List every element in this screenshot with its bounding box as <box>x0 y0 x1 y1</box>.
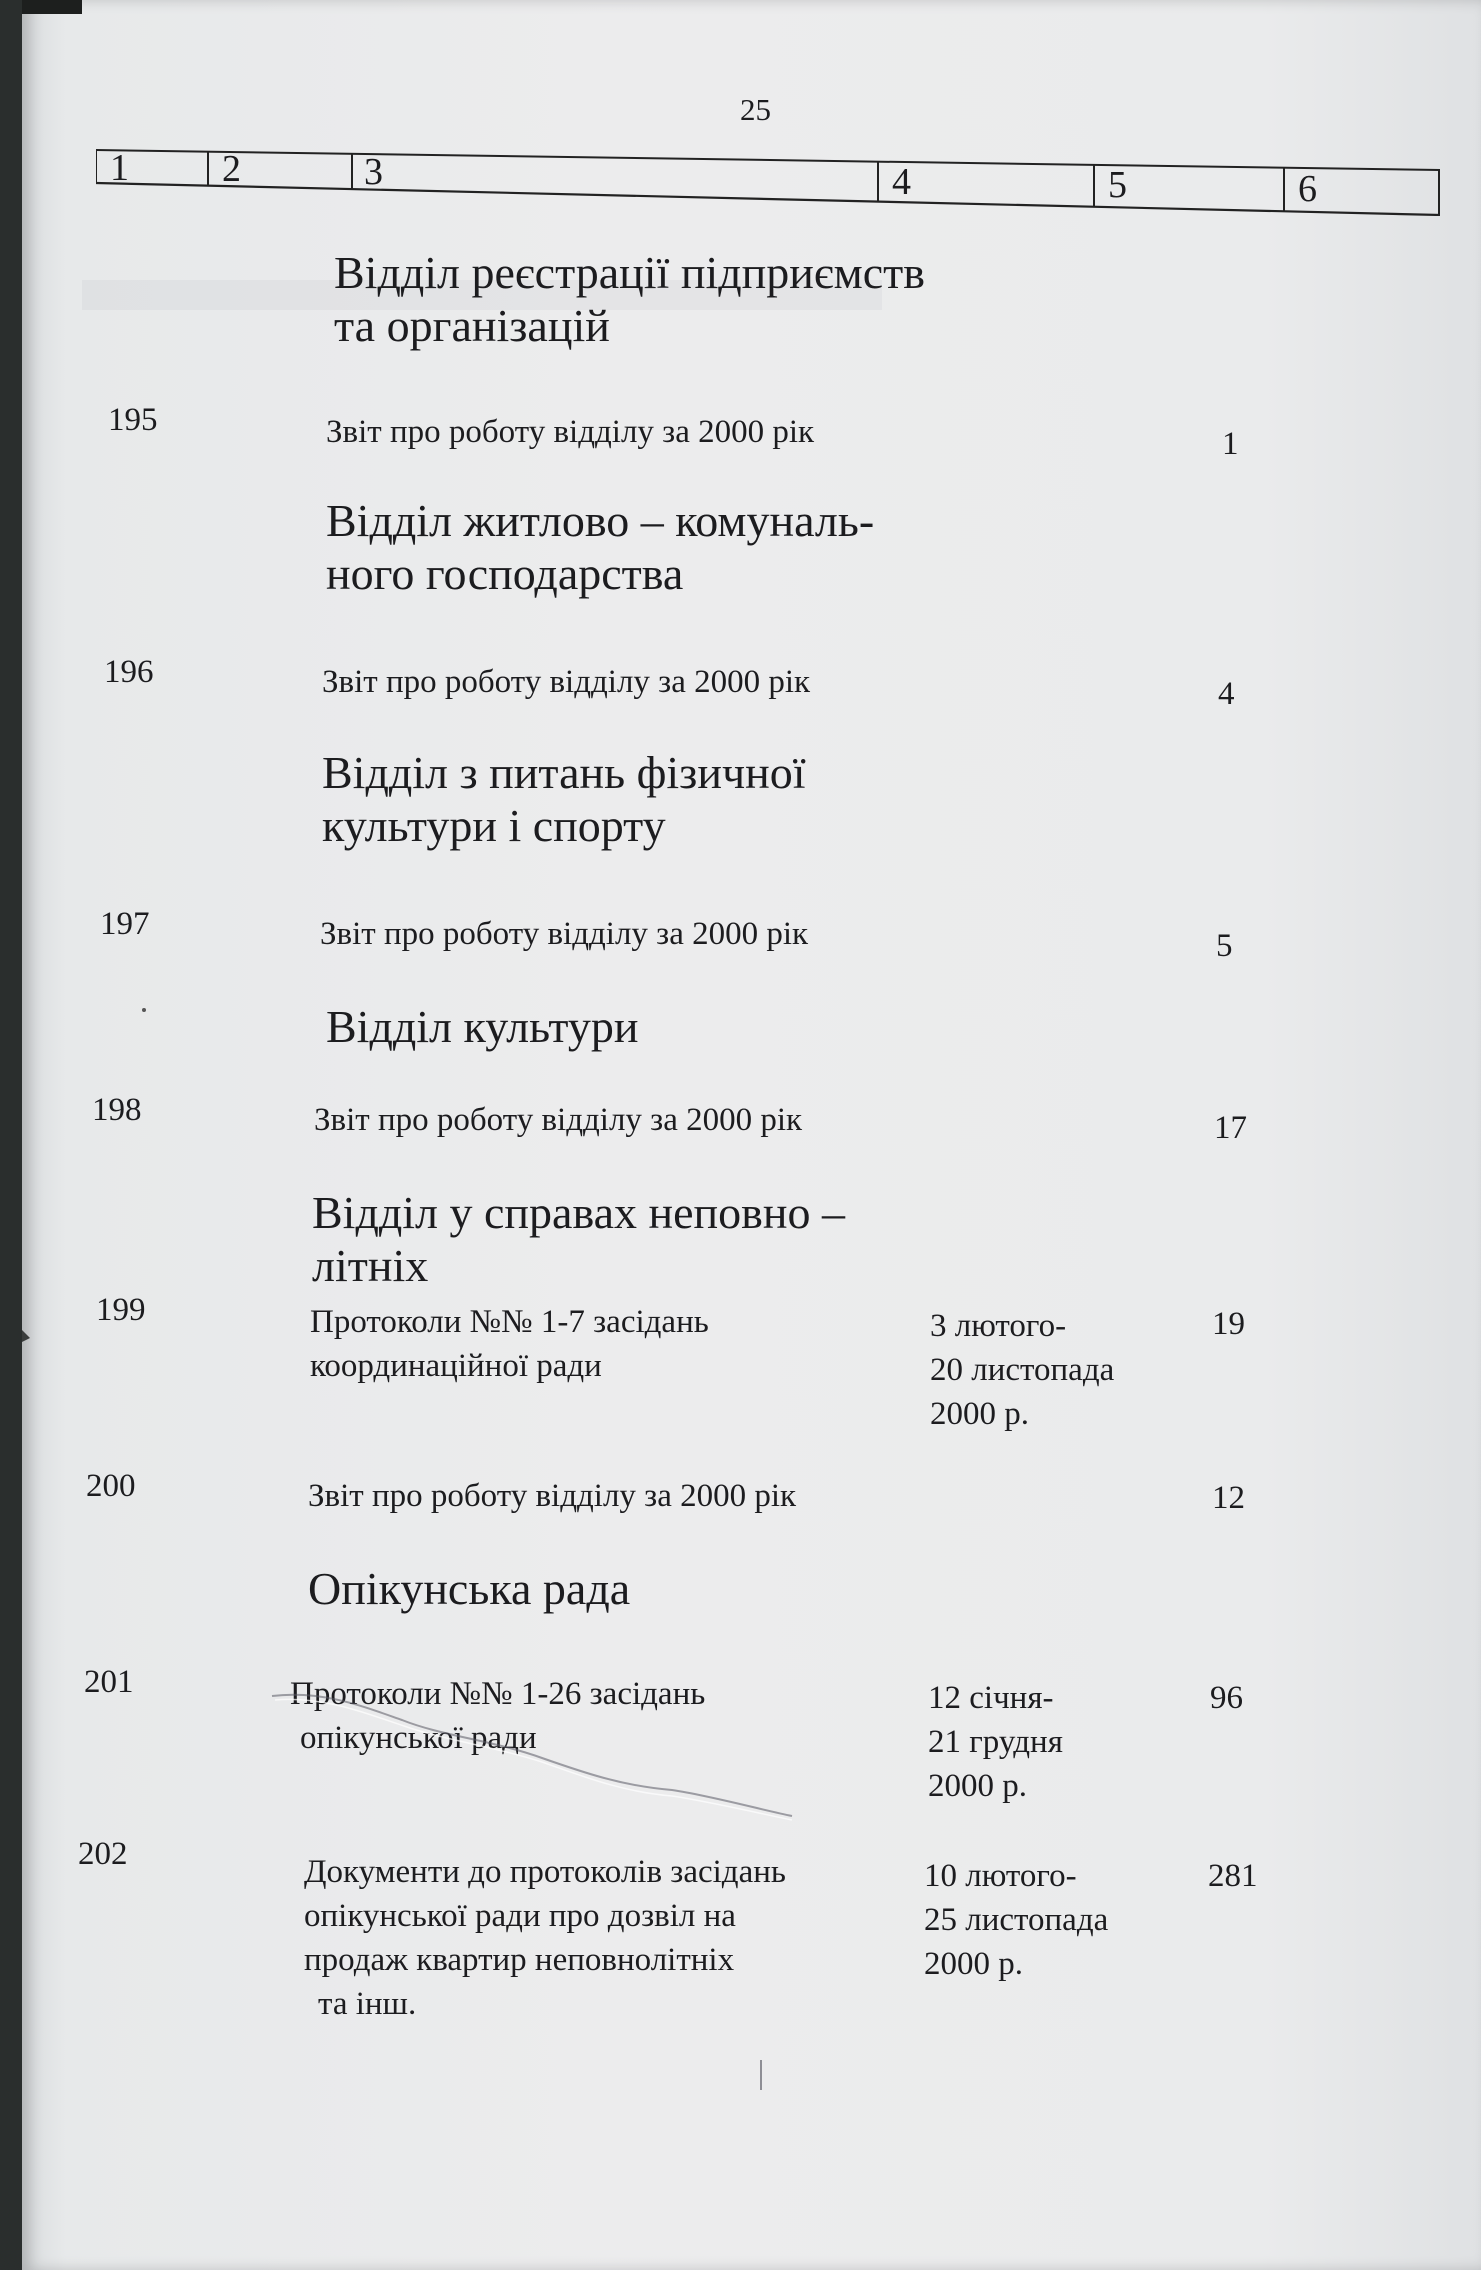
entry-page-count: 17 <box>1214 1110 1247 1146</box>
entry-page-count: 5 <box>1216 928 1233 964</box>
page-number: 25 <box>740 92 771 127</box>
entry-page-count: 1 <box>1222 426 1239 462</box>
header-col-2: 2 <box>222 148 241 190</box>
description-line: опікунської ради <box>300 1720 537 1756</box>
entry-number: 201 <box>84 1664 134 1700</box>
header-col-1: 1 <box>110 147 129 189</box>
column-header-row <box>96 146 1440 216</box>
section-title-line: ного господарства <box>326 548 684 599</box>
date-line: 2000 р. <box>924 1946 1023 1982</box>
description-line: Звіт про роботу відділу за 2000 рік <box>326 414 815 450</box>
section-title-line: Відділ реєстрації підприємств <box>334 247 925 298</box>
entry-number: 198 <box>92 1092 142 1128</box>
entry-page-count: 19 <box>1212 1306 1245 1342</box>
entry-description <box>322 660 810 704</box>
date-line: 25 листопада <box>924 1902 1109 1938</box>
date-line: 3 лютого- <box>930 1308 1067 1344</box>
section-title-line: Опікунська рада <box>308 1563 631 1614</box>
date-line: 12 січня- <box>928 1680 1054 1716</box>
section-title <box>308 1562 630 1615</box>
section-title-line: культури і спорту <box>322 800 666 851</box>
description-line: Звіт про роботу відділу за 2000 рік <box>322 664 811 700</box>
section-title-line: та організацій <box>334 300 610 351</box>
section-title <box>326 1000 638 1053</box>
entry-description <box>326 410 814 454</box>
document-page <box>22 0 1481 2270</box>
section-title <box>312 1186 845 1292</box>
description-line: координаційної ради <box>310 1348 602 1384</box>
entry-description <box>320 912 808 956</box>
entry-description <box>314 1098 802 1142</box>
header-col-5: 5 <box>1108 164 1127 206</box>
description-line: продаж квартир неповнолітніх <box>304 1942 735 1978</box>
entry-page-count: 281 <box>1208 1858 1258 1894</box>
entry-description <box>304 1850 786 2026</box>
description-line: опікунської ради про дозвіл на <box>304 1898 736 1934</box>
section-title <box>322 746 806 852</box>
date-line: 2000 р. <box>928 1768 1027 1804</box>
section-title-line: літніх <box>312 1240 429 1291</box>
entry-number: 196 <box>104 654 154 690</box>
header-col-3: 3 <box>364 151 383 193</box>
header-grid-lines <box>96 146 1440 216</box>
description-line: та інш. <box>318 1986 417 2022</box>
description-line: Протоколи №№ 1-7 засідань <box>310 1304 709 1340</box>
date-line: 10 лютого- <box>924 1858 1077 1894</box>
section-title-line: Відділ житлово – комуналь- <box>326 495 875 546</box>
description-line: Звіт про роботу відділу за 2000 рік <box>308 1478 797 1514</box>
section-title <box>326 494 874 600</box>
description-line: Протоколи №№ 1-26 засідань <box>290 1676 706 1712</box>
entry-page-count: 4 <box>1218 676 1235 712</box>
entry-page-count: 96 <box>1210 1680 1243 1716</box>
entry-dates <box>928 1676 1063 1808</box>
section-title-line: Відділ у справах неповно – <box>312 1187 845 1238</box>
date-line: 20 листопада <box>930 1352 1115 1388</box>
entry-number: 197 <box>100 906 150 942</box>
entry-dates <box>924 1854 1108 1986</box>
entry-number: 200 <box>86 1468 136 1504</box>
entry-description <box>308 1474 796 1518</box>
header-col-4: 4 <box>892 161 911 203</box>
date-line: 21 грудня <box>928 1724 1063 1760</box>
entry-description <box>290 1672 705 1760</box>
entry-dates <box>930 1304 1114 1436</box>
description-line: Документи до протоколів засідань <box>304 1854 786 1890</box>
header-col-6: 6 <box>1298 168 1317 210</box>
section-title-line: Відділ культури <box>326 1001 639 1052</box>
entry-number: 195 <box>108 402 158 438</box>
description-line: Звіт про роботу відділу за 2000 рік <box>320 916 809 952</box>
entry-page-count: 12 <box>1212 1480 1245 1516</box>
entry-number: 199 <box>96 1292 146 1328</box>
entry-number: 202 <box>78 1836 128 1872</box>
section-title <box>334 246 925 352</box>
entry-description <box>310 1300 709 1388</box>
date-line: 2000 р. <box>930 1396 1029 1432</box>
description-line: Звіт про роботу відділу за 2000 рік <box>314 1102 803 1138</box>
scan-edge <box>22 0 82 14</box>
section-title-line: Відділ з питань фізичної <box>322 747 806 798</box>
